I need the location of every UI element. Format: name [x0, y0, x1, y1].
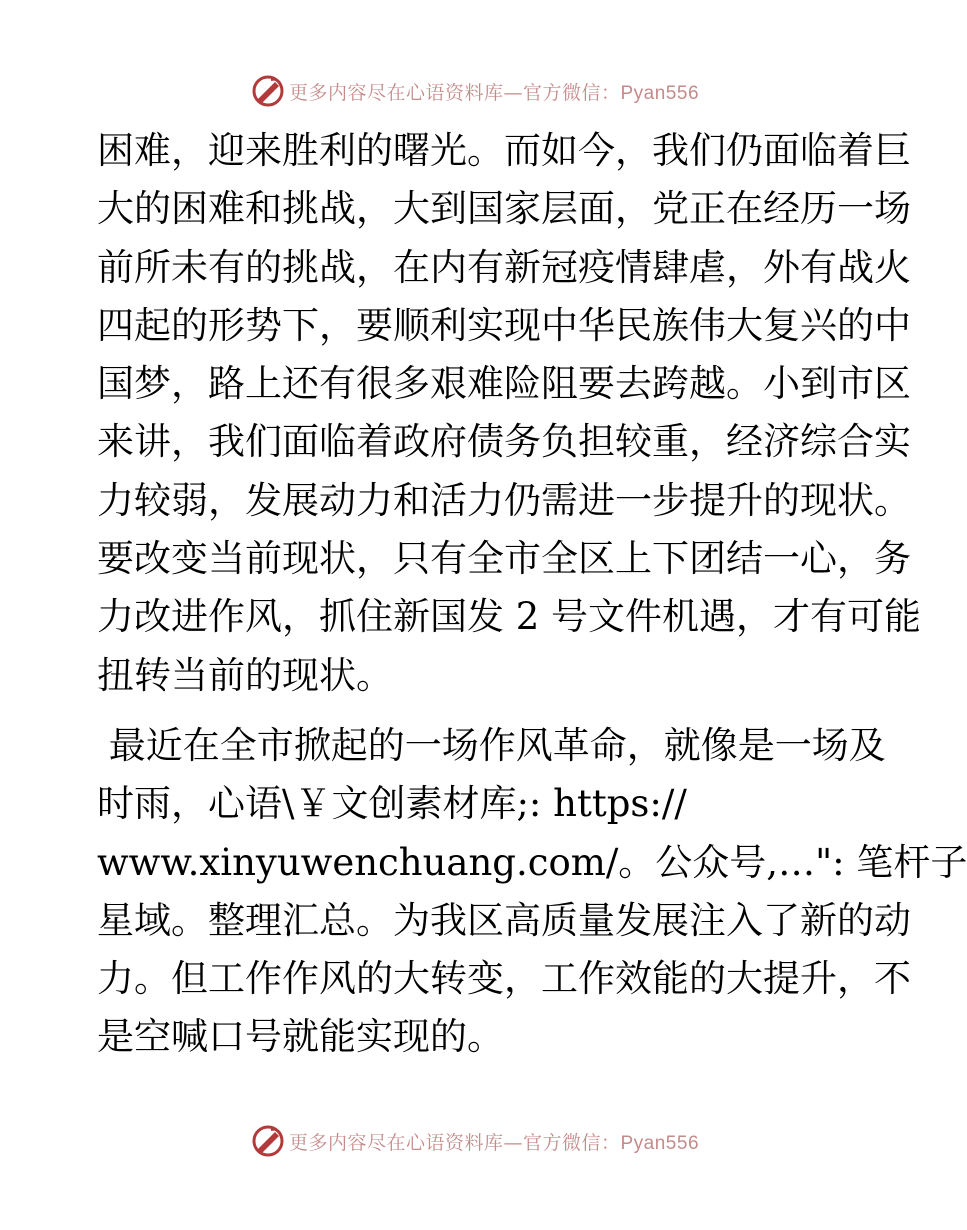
paragraph-gap: [97, 705, 853, 717]
text-line: www.xinyuwenchuang.com/。公众号,…": 笔杆子: [97, 840, 967, 884]
text-line: 扭转当前的现状。: [97, 653, 393, 697]
text-line: 国梦，路上还有很多艰难险阻要去跨越。小到市区: [97, 362, 911, 406]
text-line: 时雨，心语\￥文创素材库;: https://: [97, 782, 687, 826]
footer-watermark: [0, 1121, 950, 1161]
text-line: 困难，迎来胜利的曙光。而如今，我们仍面临着巨: [97, 129, 911, 172]
pen-logo-icon: [251, 1124, 285, 1158]
text-line: 要改变当前现状，只有全市全区上下团结一心，务: [97, 537, 911, 581]
text-line: 力改进作风，抓住新国发 2 号文件机遇，才有可能: [97, 595, 922, 639]
text-line: 四起的形势下，要顺利实现中华民族伟大复兴的中: [97, 303, 911, 347]
text-line: 力较弱，发展动力和活力仍需进一步提升的现状。: [97, 478, 911, 522]
header-contact-id: Pyan556: [620, 82, 700, 104]
text-line: 前所未有的挑战，在内有新冠疫情肆虐，外有战火: [97, 245, 911, 289]
footer-contact-id: Pyan556: [620, 1132, 700, 1154]
paragraph-2: [97, 717, 967, 1067]
footer-watermark-text: 更多内容尽在心语资料库—官方微信：: [288, 1131, 621, 1154]
pen-logo-icon: [251, 74, 285, 108]
text-line: 星域。整理汇总。为我区高质量发展注入了新的动: [97, 898, 911, 942]
paragraph-1: [97, 122, 922, 705]
document-body: [97, 122, 967, 1067]
text-line: 最近在全市掀起的一场作风革命，就像是一场及: [97, 723, 886, 767]
text-line: 是空喊口号就能实现的。: [97, 1015, 504, 1059]
text-line: 来讲，我们面临着政府债务负担较重，经济综合实: [97, 420, 911, 464]
header-watermark: [0, 71, 950, 111]
text-line: 力。但工作作风的大转变，工作效能的大提升，不: [97, 957, 911, 1001]
header-watermark-text: 更多内容尽在心语资料库—官方微信：: [288, 81, 621, 104]
text-line: 大的困难和挑战，大到国家层面，党正在经历一场: [97, 187, 911, 231]
